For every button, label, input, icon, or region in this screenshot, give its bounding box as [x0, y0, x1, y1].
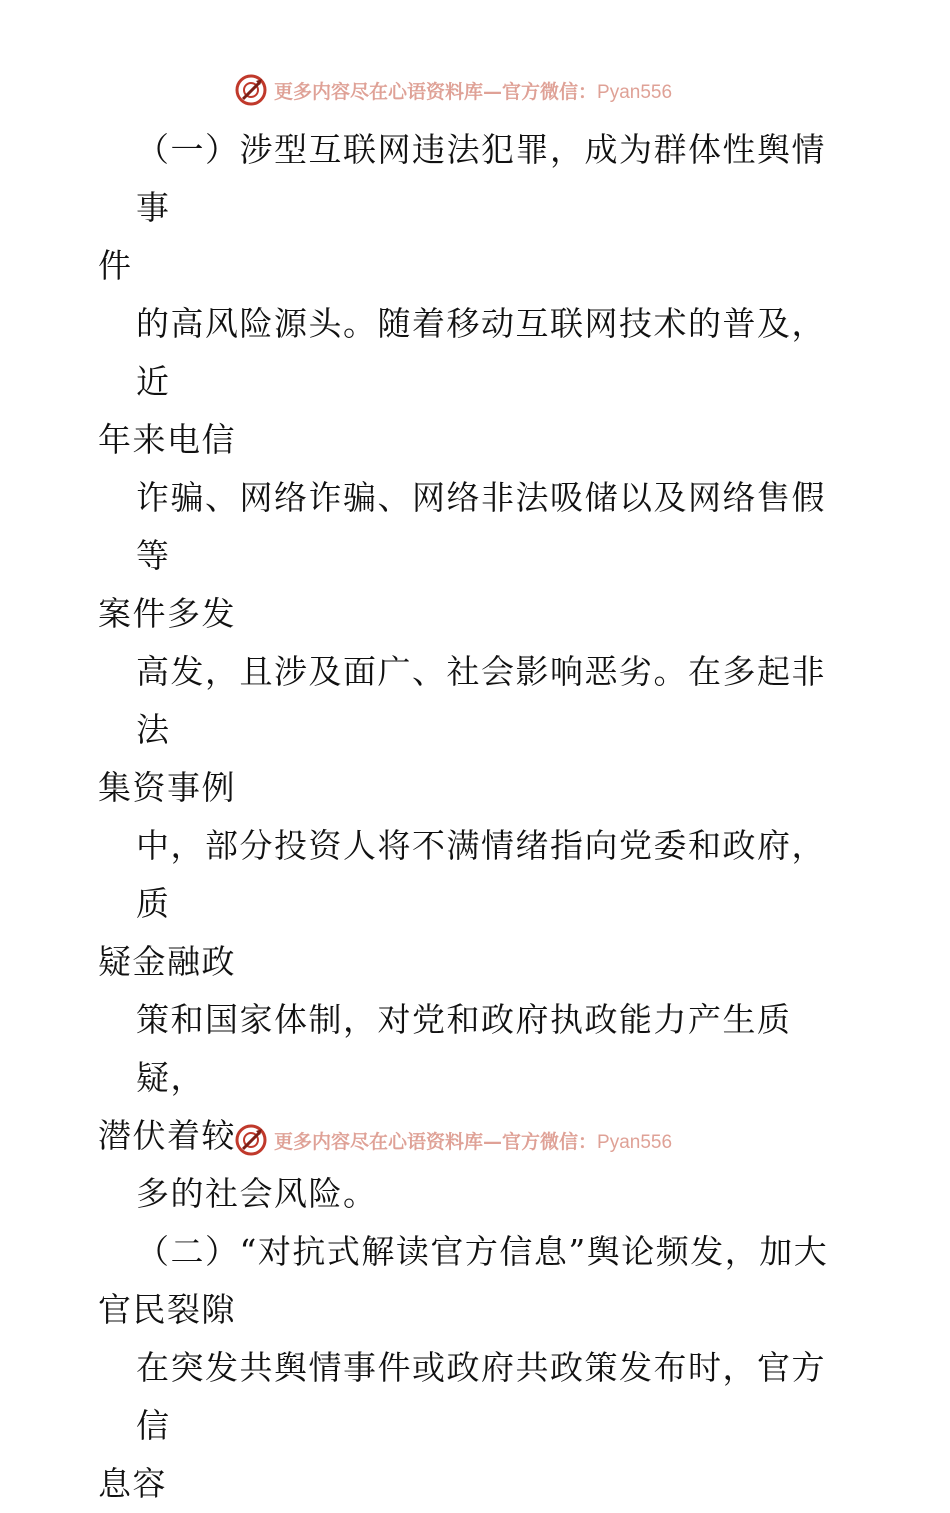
- line-wrap-text: 集资事例: [98, 768, 236, 807]
- line-wrap-text: 潜伏着较: [98, 1116, 236, 1155]
- line-text: 策和国家体制，对党和政府执政能力产生质疑，: [136, 1000, 792, 1097]
- watermark-label: 更多内容尽在心语资料库—官方微信：: [274, 1130, 598, 1153]
- paragraph-line-1: [98, 121, 858, 295]
- line-wrap-text: 年来电信: [98, 420, 236, 459]
- logo-icon: [234, 73, 268, 107]
- line-text: （一）涉型互联网违法犯罪，成为群体性舆情事: [136, 130, 826, 227]
- watermark-banner-top: [234, 70, 672, 110]
- line-text: 多的社会风险。: [136, 1174, 378, 1213]
- line-wrap-text: 案件多发: [98, 594, 236, 633]
- paragraph-line-9: [98, 1339, 858, 1513]
- line-text: 高发，且涉及面广、社会影响恶劣。在多起非法: [136, 652, 826, 749]
- line-text: 中，部分投资人将不满情绪指向党委和政府，质: [136, 826, 826, 923]
- document-body: [98, 121, 858, 1513]
- line-text: 在突发共舆情事件或政府共政策发布时，官方信: [136, 1348, 826, 1445]
- watermark-text: [274, 77, 672, 104]
- watermark-banner-bottom: [234, 1120, 672, 1160]
- paragraph-line-7: [98, 1165, 858, 1223]
- line-text: 诈骗、网络诈骗、网络非法吸储以及网络售假等: [136, 478, 826, 575]
- watermark-wechat-id: Pyan556: [597, 81, 673, 103]
- watermark-text: [274, 1127, 672, 1154]
- line-wrap-text: 官民裂隙: [98, 1290, 236, 1329]
- watermark-label: 更多内容尽在心语资料库—官方微信：: [274, 80, 598, 103]
- line-text: 的高风险源头。随着移动互联网技术的普及，近: [136, 304, 826, 401]
- logo-icon: [234, 1123, 268, 1157]
- line-wrap-text: 疑金融政: [98, 942, 236, 981]
- paragraph-line-2: [98, 295, 858, 469]
- line-wrap-text: 息容: [98, 1464, 167, 1503]
- paragraph-line-5: [98, 817, 858, 991]
- paragraph-line-3: [98, 469, 858, 643]
- paragraph-line-4: [98, 643, 858, 817]
- paragraph-line-8: [98, 1223, 858, 1339]
- line-wrap-text: 件: [98, 246, 133, 285]
- watermark-wechat-id: Pyan556: [597, 1131, 673, 1153]
- line-text: （二）“对抗式解读官方信息”舆论频发，加大: [136, 1232, 829, 1271]
